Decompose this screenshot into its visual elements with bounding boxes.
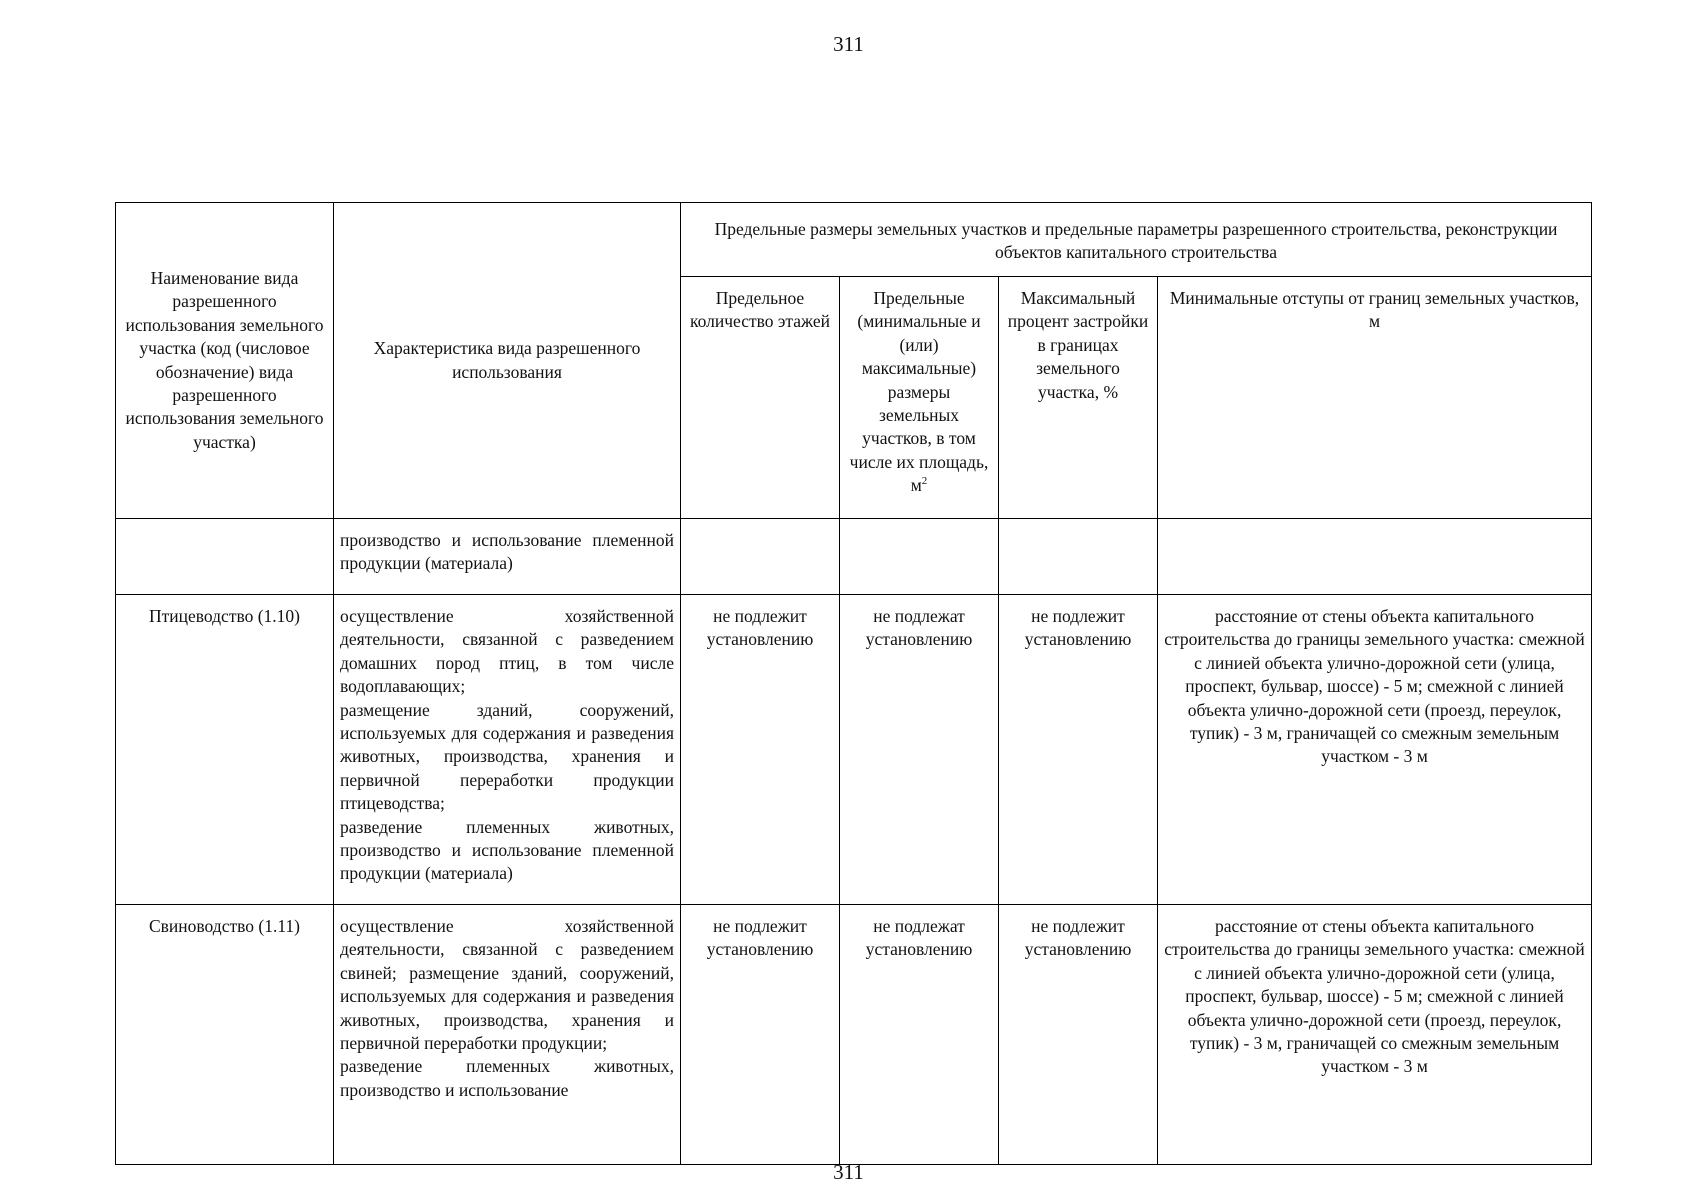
cell-build-percent: не подлежит установлению: [999, 905, 1158, 1165]
cell-use-name: Свиноводство (1.11): [116, 905, 334, 1165]
description-paragraph: разведение племенных животных, производство и использование: [340, 1056, 674, 1100]
page-number-top: 311: [833, 32, 864, 56]
header-plot-sizes-sup: 2: [921, 475, 928, 488]
cell-setbacks: расстояние от стены объекта капитального строительства до границы земельного участка: смежной с линией объекта улично-дорожной сети (улица, проспект, бульвар, шоссе) - 5 м; смежной с линией объекта улично-дорожной сети (проезд, переулок, тупик) - 3 м, граничащей со смежным земельным участком - 3 м: [1158, 595, 1592, 905]
cell-setbacks: [1158, 519, 1592, 595]
cell-plot-sizes: не подлежат установлению: [840, 595, 999, 905]
cell-floors: [681, 519, 840, 595]
land-use-table: [115, 202, 1592, 1165]
cell-use-description: [334, 905, 681, 1165]
cell-use-description: [334, 519, 681, 595]
cell-floors: не подлежит установлению: [681, 905, 840, 1165]
header-plot-sizes: [840, 277, 999, 519]
description-paragraph: разведение племенных животных, производство и использование племенной продукции (материала): [340, 816, 674, 884]
cell-build-percent: не подлежит установлению: [999, 595, 1158, 905]
cell-use-name: [116, 519, 334, 595]
cell-floors: не подлежит установлению: [681, 595, 840, 905]
cell-use-name: Птицеводство (1.10): [116, 595, 334, 905]
table-row: [116, 519, 1592, 595]
header-setbacks: Минимальные отступы от границ земельных участков, м: [1158, 277, 1592, 519]
header-floors: Предельное количество этажей: [681, 277, 840, 519]
header-use-description: Характеристика вида разрешенного использования: [334, 203, 681, 519]
table-row: [116, 905, 1592, 1165]
cell-plot-sizes: не подлежат установлению: [840, 905, 999, 1165]
description-paragraph: размещение зданий, сооружений, используемых для содержания и разведения животных, производства, хранения и первичной переработки продукции птицеводства;: [340, 699, 674, 814]
table-row: [116, 595, 1592, 905]
cell-plot-sizes: [840, 519, 999, 595]
header-use-name: Наименование вида разрешенного использования земельного участка (код (числовое обозначение) вида разрешенного использования земельного участка): [116, 203, 334, 519]
cell-setbacks: расстояние от стены объекта капитального строительства до границы земельного участка: смежной с линией объекта улично-дорожной сети (улица, проспект, бульвар, шоссе) - 5 м; смежной с линией объекта улично-дорожной сети (проезд, переулок, тупик) - 3 м, граничащей со смежным земельным участком - 3 м: [1158, 905, 1592, 1165]
description-paragraph: производство и использование племенной продукции (материала): [340, 530, 674, 574]
header-row-1: [116, 203, 1592, 277]
cell-build-percent: [999, 519, 1158, 595]
page-number-bottom: 311: [833, 1160, 864, 1184]
header-parameters-group: Предельные размеры земельных участков и предельные параметры разрешенного строительства, реконструкции объектов капитального строительства: [681, 203, 1592, 277]
description-paragraph: осуществление хозяйственной деятельности, связанной с разведением домашних пород птиц, в том числе водоплавающих;: [340, 606, 674, 697]
description-paragraph: осуществление хозяйственной деятельности, связанной с разведением свиней; размещение зданий, сооружений, используемых для содержания и разведения животных, производства, хранения и первичной переработки продукции;: [340, 916, 674, 1054]
cell-use-description: [334, 595, 681, 905]
header-plot-sizes-text: Предельные (минимальные и (или) максимальные) размеры земельных участков, в том числе их площадь, м: [849, 288, 989, 496]
header-build-percent: Максимальный процент застройки в границах земельного участка, %: [999, 277, 1158, 519]
